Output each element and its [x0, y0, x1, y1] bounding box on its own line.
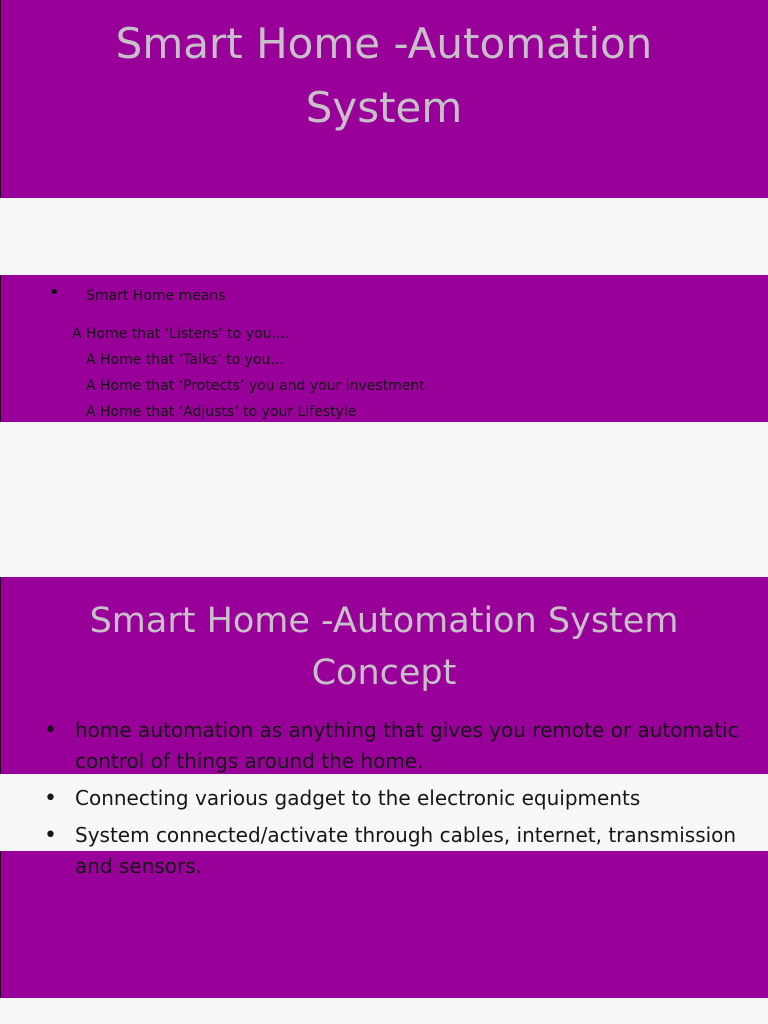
bullet-icon: •	[44, 823, 57, 848]
list-item	[44, 820, 744, 882]
line-protects: A Home that ‘Protects’ you and your investment	[86, 378, 425, 394]
line-listens: A Home that ‘Listens’ to you....	[72, 326, 290, 342]
concept-bullet-list	[44, 715, 744, 888]
bullet-heading: Smart Home means	[86, 288, 226, 304]
slide-1-title-line-2: System	[305, 83, 463, 132]
bullet-text: home automation as anything that gives you remote or automatic control of things around the home.	[75, 718, 739, 773]
line-talks: A Home that ‘Talks’ to you...	[86, 352, 284, 368]
bullet-text: Connecting various gadget to the electronic equipments	[75, 786, 641, 810]
list-item	[44, 715, 744, 777]
bullet-text: System connected/activate through cables, internet, transmission and sensors.	[75, 823, 737, 878]
line-adjusts: A Home that ’Adjusts’ to your Lifestyle	[86, 404, 357, 420]
slide-2	[0, 577, 768, 1024]
bullet-icon: •	[44, 786, 57, 811]
bullet-icon: •	[49, 282, 60, 303]
list-item	[44, 783, 744, 814]
slide-1-title	[0, 12, 768, 140]
slide-2-title-line-1: Smart Home -Automation System	[89, 601, 679, 641]
slide-2-title-line-2: Concept	[311, 653, 457, 693]
slide-2-title	[0, 595, 768, 699]
slide-1-title-line-1: Smart Home -Automation	[115, 19, 653, 68]
bullet-icon: •	[44, 718, 57, 743]
